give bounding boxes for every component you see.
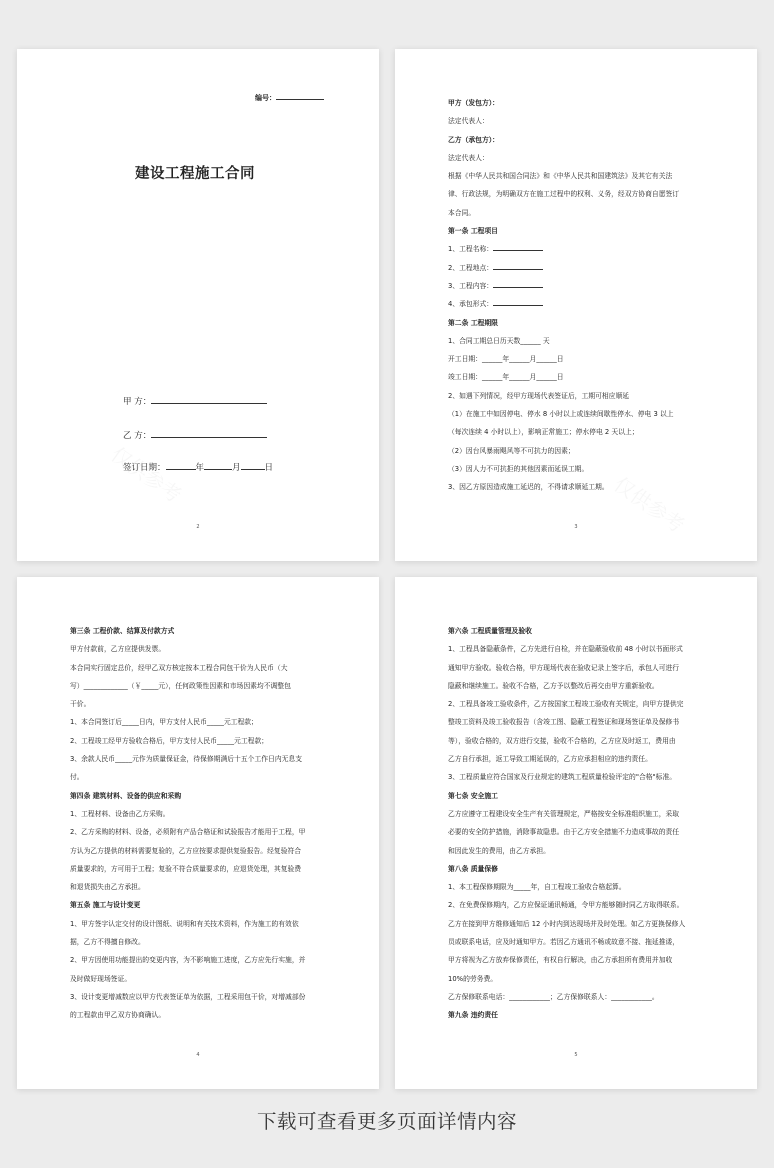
line-text: 2、工程竣工经甲方验收合格后，甲方支付人民币_____元工程款； (70, 736, 269, 745)
line-text: 乙方保修联系电话：____________；乙方保修联系人：____________。 (448, 992, 659, 1001)
party-b-line: 乙 方： (123, 429, 267, 441)
line-text: 第一条 工程项目 (448, 227, 498, 236)
line-text: 4、承包形式： (448, 300, 494, 309)
line-text: 3、余款人民币_____元作为质量保证金，待保修期满后十五个工作日内无息支 (70, 755, 303, 764)
text-line (70, 988, 327, 1006)
text-line (70, 640, 327, 658)
line-text: 据，乙方不得擅自修改。 (70, 938, 145, 947)
line-text: 等），验收合格的，双方进行交接，验收不合格的，乙方应及时返工，费用由 (448, 736, 676, 745)
line-text: 法定代表人： (448, 117, 489, 126)
line-text: 第九条 违约责任 (448, 1011, 498, 1020)
text-line (70, 970, 327, 988)
text-line (448, 295, 705, 313)
line-text: 乙方应遵守工程建设安全生产有关管理规定，严格按安全标准组织施工，采取 (448, 809, 680, 818)
section-heading (448, 314, 705, 332)
line-text: 质量要求的，方可用于工程；复验不符合质量要求的，应退货处理，其复验费 (70, 864, 302, 873)
line-text: 第七条 安全施工 (448, 791, 498, 800)
text-line (70, 860, 327, 878)
download-prompt: 下载可查看更多页面详情内容 (256, 1110, 517, 1133)
line-text: 和因此发生的费用，由乙方承担。 (448, 846, 550, 855)
page-number: 3 (574, 524, 578, 530)
text-line (448, 878, 705, 896)
line-text: 本合同实行固定总价，经甲乙双方核定按本工程合同包干价为人民币（大 (70, 663, 288, 672)
text-line (448, 659, 705, 677)
line-text: 3、设计变更增减数应以甲方代表签证单为依据，工程采用包干价，对增减部份 (70, 992, 306, 1001)
text-line (448, 732, 705, 750)
text-line (70, 842, 327, 860)
fill-in-blank (493, 244, 543, 251)
line-text: 乙方在接到甲方维修通知后 12 小时内到达现场并及时处理。如乙方更换保修人 (448, 919, 686, 928)
text-line (70, 951, 327, 969)
text-line (70, 805, 327, 823)
text-line (448, 185, 705, 203)
text-line (448, 677, 705, 695)
contract-title: 建设工程施工合同 (135, 166, 255, 182)
line-text: 2、在免费保修期内，乙方应保证通讯畅通，令甲方能够随时同乙方取得联系。 (448, 901, 684, 910)
text-line (70, 732, 327, 750)
line-text: 2、如遇下列情况，经甲方现场代表签证后，工期可相应顺延 (448, 391, 630, 400)
line-text: 律、行政法规，为明确双方在施工过程中的权利、义务，经双方协商自愿签订 (448, 190, 680, 199)
line-text: 2、工程地点： (448, 263, 494, 272)
text-line (448, 933, 705, 951)
text-line (448, 460, 705, 478)
page-body (70, 622, 327, 1025)
line-text: 2、乙方采购的材料、设备，必须附有产品合格证和试验报告才能用于工程，甲 (70, 828, 306, 837)
line-text: 根据《中华人民共和国合同法》和《中华人民共和国建筑法》及其它有关法 (448, 172, 673, 181)
section-heading (70, 787, 327, 805)
text-line (448, 387, 705, 405)
text-line (448, 350, 705, 368)
line-text: 10%的劳务费。 (448, 974, 498, 983)
line-text: 方认为乙方提供的材料需要复验的，乙方应按要求提供复验报告。经复验符合 (70, 846, 302, 855)
text-line (70, 915, 327, 933)
line-text: 1、本合同签订后_____日内，甲方支付人民币_____元工程款； (70, 718, 258, 727)
text-line (448, 423, 705, 441)
section-heading (448, 622, 705, 640)
text-line (448, 640, 705, 658)
line-text: 及时做好现场签证。 (70, 974, 132, 983)
section-heading (448, 1006, 705, 1024)
text-line (448, 988, 705, 1006)
serial-number-label: 编号： (255, 93, 324, 103)
contract-page-5 (395, 577, 757, 1089)
text-line (70, 768, 327, 786)
text-line (70, 823, 327, 841)
text-line (448, 951, 705, 969)
watermark (106, 439, 188, 509)
section-heading (70, 622, 327, 640)
line-text: 1、工程材料、设备由乙方采购。 (70, 809, 170, 818)
contract-page-3 (395, 49, 757, 561)
line-text: 本合同。 (448, 208, 476, 217)
line-text: 3、工程内容： (448, 281, 494, 290)
line-text: 第六条 工程质量管理及验收 (448, 627, 532, 635)
contract-page-cover (17, 49, 379, 561)
text-line (448, 332, 705, 350)
line-text: 必要的安全防护措施，消除事故隐患。由于乙方安全措施不力造成事故的责任 (448, 828, 680, 837)
text-line (448, 695, 705, 713)
line-text: 1、本工程保修期限为_____年，自工程竣工验收合格起算。 (448, 883, 626, 892)
page-number: 5 (574, 1052, 578, 1058)
line-text: 乙方（承包方）： (448, 135, 499, 144)
section-heading (70, 896, 327, 914)
text-line (448, 259, 705, 277)
line-text: 员或联系电话，应及时通知甲方。若因乙方通讯不畅或故意不接、拖延推诿， (448, 938, 680, 947)
line-text: 付。 (70, 773, 84, 782)
page-body (448, 94, 705, 497)
page-body (448, 622, 705, 1025)
line-text: 2、甲方因使用功能提出的变更内容，为不影响施工进度，乙方应先行实施，并 (70, 956, 306, 965)
text-line (448, 478, 705, 496)
text-line (448, 442, 705, 460)
line-text: （2）因台风暴雨飓风等不可抗力的因素； (448, 446, 575, 455)
text-line (448, 112, 705, 130)
line-text: （每次连续 4 小时以上），影响正常施工；停水停电 2 天以上； (448, 428, 639, 437)
line-text: （3）因人力不可抗拒的其他因素而延误工期。 (448, 464, 589, 473)
section-heading (448, 860, 705, 878)
line-text: 2、工程具备竣工验收条件，乙方按国家工程竣工验收有关规定，向甲方提供完 (448, 700, 684, 709)
text-line (70, 695, 327, 713)
section-heading (448, 94, 705, 112)
line-text: 第三条 工程价款、结算及付款方式 (70, 627, 175, 635)
text-line (448, 149, 705, 167)
line-text: 隐蔽和继续施工。验收不合格，乙方予以整改后再交由甲方重新验收。 (448, 681, 659, 690)
text-line (448, 768, 705, 786)
text-line (448, 896, 705, 914)
text-line (70, 659, 327, 677)
line-text: 甲方（发包方）： (448, 99, 499, 107)
page-number: 2 (196, 524, 200, 530)
text-line (448, 823, 705, 841)
text-line (448, 405, 705, 423)
text-line (70, 677, 327, 695)
section-heading (448, 222, 705, 240)
line-text: 1、甲方签字认定交付的设计图纸、说明和有关技术资料，作为施工的有效依 (70, 919, 299, 928)
contract-page-4 (17, 577, 379, 1089)
text-line (70, 878, 327, 896)
text-line (448, 915, 705, 933)
line-text: 第八条 质量保修 (448, 864, 498, 873)
party-a-line: 甲 方： (123, 395, 267, 407)
text-line (448, 204, 705, 222)
line-text: （1）在施工中如因停电、停水 8 小时以上或连续间歇性停水、停电 3 以上 (448, 410, 674, 419)
line-text: 写）_____________（￥_____元），任何政策性因素和市场因素均不调整包 (70, 681, 291, 690)
text-line (448, 842, 705, 860)
sign-date-line: 签订日期： 年 月 日 (123, 463, 274, 473)
line-text: 1、合同工期总日历天数______ 天 (448, 336, 550, 345)
section-heading (448, 787, 705, 805)
text-line (448, 713, 705, 731)
line-text: 甲方将视为乙方放弃保修责任，有权自行解决，由乙方承担所有费用并加收 (448, 956, 673, 965)
line-text: 3、工程质量应符合国家及行业规定的建筑工程质量检验评定的"合格"标准。 (448, 773, 677, 782)
line-text: 整竣工资料及竣工验收报告（含竣工图、隐蔽工程签证和现场签证单及保修书 (448, 718, 680, 727)
text-line (448, 240, 705, 258)
line-text: 法定代表人： (448, 153, 489, 162)
text-line (448, 750, 705, 768)
fill-in-blank (493, 299, 543, 306)
line-text: 甲方付款前，乙方应提供发票。 (70, 645, 166, 654)
text-line (448, 805, 705, 823)
text-line (70, 1006, 327, 1024)
line-text: 干价。 (70, 700, 91, 709)
line-text: 和退货损失由乙方承担。 (70, 883, 145, 892)
text-line (70, 713, 327, 731)
text-line (448, 277, 705, 295)
text-line (448, 970, 705, 988)
line-text: 的工程款由甲乙双方协商确认。 (70, 1011, 166, 1020)
line-text: 第五条 施工与设计变更 (70, 901, 141, 910)
fill-in-blank (493, 263, 543, 270)
page-number: 4 (196, 1052, 200, 1058)
line-text: 第四条 建筑材料、设备的供应和采购 (70, 791, 182, 800)
line-text: 第二条 工程期限 (448, 318, 498, 327)
text-line (70, 933, 327, 951)
line-text: 乙方自行承担，返工导致工期延误的，乙方应承担相应的违约责任。 (448, 755, 652, 764)
text-line (448, 167, 705, 185)
fill-in-blank (493, 281, 543, 288)
line-text: 1、工程具备隐蔽条件，乙方先进行自检，并在隐蔽验收前 48 小时以书面形式 (448, 645, 683, 654)
line-text: 竣工日期：______年______月______日 (448, 373, 564, 382)
section-heading (448, 131, 705, 149)
line-text: 1、工程名称： (448, 245, 494, 254)
line-text: 3、因乙方原因造成施工延迟的，不得请求顺延工期。 (448, 483, 609, 492)
line-text: 开工日期：______年______月______日 (448, 355, 564, 364)
line-text: 通知甲方验收。验收合格，甲方现场代表在验收记录上签字后，承包人可进行 (448, 663, 680, 672)
text-line (70, 750, 327, 768)
text-line (448, 368, 705, 386)
